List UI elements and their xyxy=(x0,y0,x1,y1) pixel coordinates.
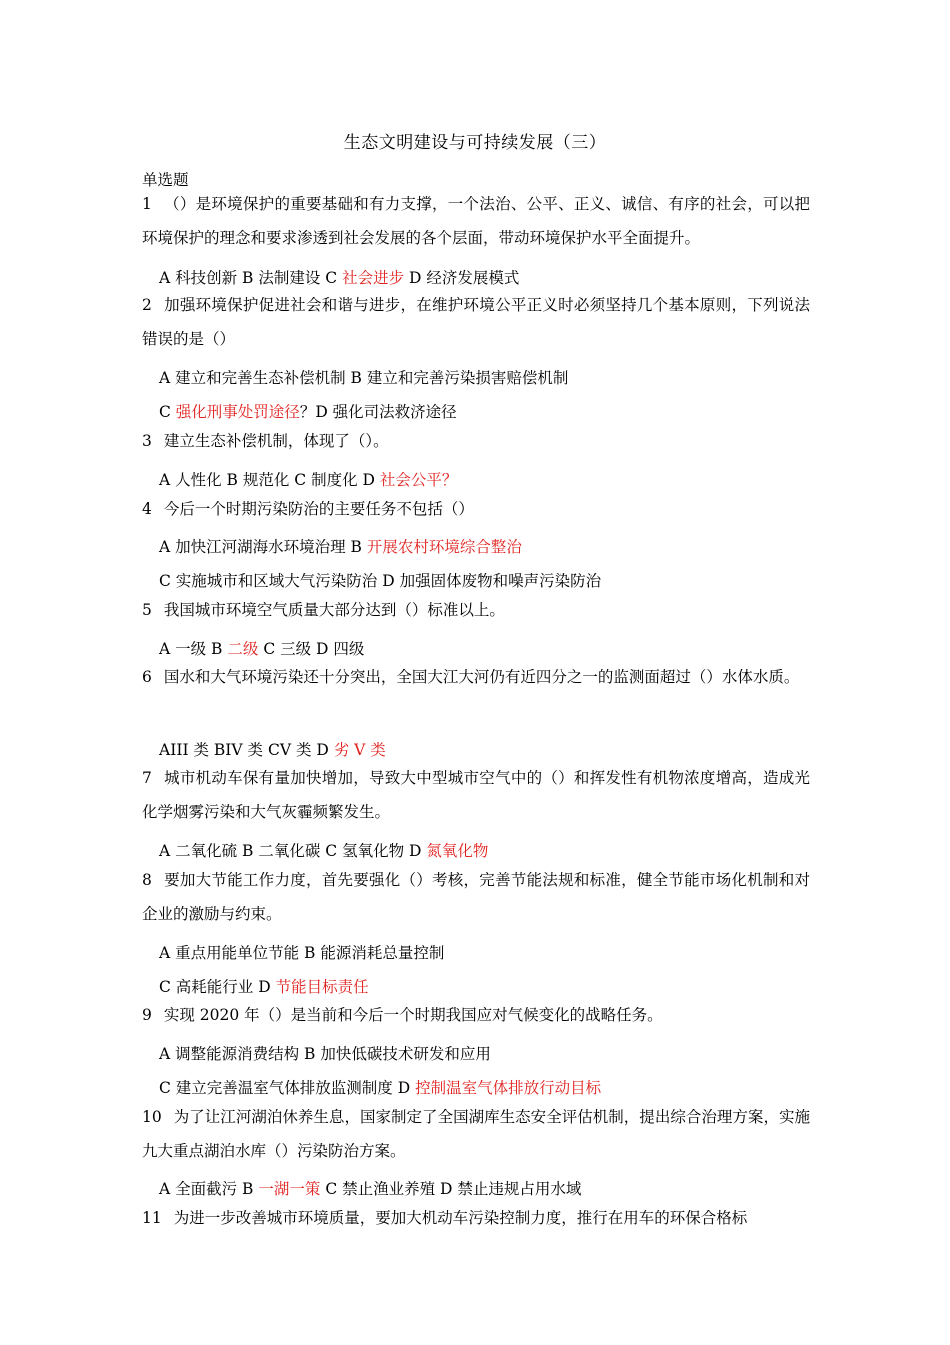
question-text: 为进一步改善城市环境质量，要加大机动车污染控制力度，推行在用车的环保合格标 xyxy=(173,1209,748,1227)
correct-answer: 劣 V 类 xyxy=(333,741,386,759)
options-line xyxy=(159,975,369,997)
question-number: 5 xyxy=(142,601,152,619)
correct-answer: 节能目标责任 xyxy=(275,978,369,996)
question-3 xyxy=(142,425,810,459)
option-text: ？D 强化司法救济途径 xyxy=(299,403,457,421)
option-text: A 全面截污 B xyxy=(159,1180,259,1198)
option-text: C xyxy=(159,403,176,421)
options-line xyxy=(159,535,522,557)
question-number: 4 xyxy=(142,500,152,518)
option-text: A 科技创新 B 法制建设 C xyxy=(159,269,343,287)
option-text: A 二氧化硫 B 二氧化碳 C 氢氧化物 D xyxy=(159,842,427,860)
options-line xyxy=(159,839,488,861)
question-number: 8 xyxy=(142,871,152,889)
question-7 xyxy=(142,762,810,829)
question-number: 10 xyxy=(142,1108,162,1126)
options-line xyxy=(159,468,457,490)
options-line xyxy=(159,1042,491,1064)
question-8 xyxy=(142,864,810,931)
question-text: 国水和大气环境污染还十分突出，全国大江大河仍有近四分之一的监测面超过（）水体水质。 xyxy=(163,668,800,686)
option-text: A 建立和完善生态补偿机制 B 建立和完善污染损害赔偿机制 xyxy=(159,369,569,387)
question-text: 城市机动车保有量加快增加，导致大中型城市空气中的（）和挥发性有机物浓度增高，造成光化学烟雾污染和大气灰霾频繁发生。 xyxy=(142,769,810,821)
option-text: A 人性化 B 规范化 C 制度化 D xyxy=(159,471,380,489)
options-line xyxy=(159,637,364,659)
question-text: 我国城市环境空气质量大部分达到（）标准以上。 xyxy=(163,601,505,619)
question-4 xyxy=(142,493,810,527)
question-number: 1 xyxy=(142,195,152,213)
option-text: A 重点用能单位节能 B 能源消耗总量控制 xyxy=(159,944,445,962)
correct-answer: 社会进步 xyxy=(342,269,405,287)
question-2 xyxy=(142,289,810,356)
question-text: 加强环境保护促进社会和谐与进步，在维护环境公平正义时必须坚持几个基本原则，下列说法错误的是（） xyxy=(142,296,810,348)
question-1 xyxy=(142,188,810,255)
correct-answer: 一湖一策 xyxy=(258,1180,321,1198)
correct-answer: 开展农村环境综合整治 xyxy=(366,538,522,556)
question-text: 要加大节能工作力度，首先要强化（）考核，完善节能法规和标准，健全节能市场化机制和对企业的激励与约束。 xyxy=(142,871,810,923)
question-text: （）是环境保护的重要基础和有力支撑，一个法治、公平、正义、诚信、有序的社会，可以把环境保护的理念和要求渗透到社会发展的各个层面，带动环境保护水平全面提升。 xyxy=(142,195,810,247)
section-heading: 单选题 xyxy=(142,171,189,189)
options-line xyxy=(159,569,601,591)
question-5 xyxy=(142,594,810,628)
options-line xyxy=(159,1076,601,1098)
option-text: A 调整能源消费结构 B 加快低碳技术研发和应用 xyxy=(159,1045,491,1063)
option-text: AIII 类 BIV 类 CV 类 D xyxy=(159,741,334,759)
options-line xyxy=(159,941,444,963)
option-text: C 建立完善温室气体排放监测制度 D xyxy=(159,1079,416,1097)
options-line xyxy=(159,400,457,422)
options-line xyxy=(159,738,386,760)
question-number: 9 xyxy=(142,1006,152,1024)
question-number: 7 xyxy=(142,769,152,787)
question-number: 6 xyxy=(142,668,152,686)
correct-answer: 氮氧化物 xyxy=(426,842,489,860)
question-10 xyxy=(142,1101,810,1168)
options-line xyxy=(159,366,568,388)
option-text: C 禁止渔业养殖 D 禁止违规占用水域 xyxy=(320,1180,582,1198)
option-text: A 一级 B xyxy=(159,640,228,658)
option-text: A 加快江河湖海水环境治理 B xyxy=(159,538,367,556)
option-text: D 经济发展模式 xyxy=(404,269,520,287)
correct-answer: 控制温室气体排放行动目标 xyxy=(415,1079,602,1097)
question-number: 11 xyxy=(142,1209,162,1227)
question-text: 实现 2020 年（）是当前和今后一个时期我国应对气候变化的战略任务。 xyxy=(163,1006,663,1024)
question-9 xyxy=(142,999,810,1033)
correct-answer: 二级 xyxy=(227,640,259,658)
page-title: 生态文明建设与可持续发展（三） xyxy=(343,133,607,153)
options-line xyxy=(159,1177,581,1199)
options-line xyxy=(159,266,519,288)
question-6 xyxy=(142,661,810,695)
option-text: C 实施城市和区域大气污染防治 D 加强固体废物和噪声污染防治 xyxy=(159,572,602,590)
question-number: 3 xyxy=(142,432,152,450)
correct-answer: 强化刑事处罚途径 xyxy=(175,403,300,421)
question-text: 建立生态补偿机制，体现了（）。 xyxy=(163,432,389,450)
question-text: 今后一个时期污染防治的主要任务不包括（） xyxy=(163,500,474,518)
option-text: C 三级 D 四级 xyxy=(258,640,365,658)
question-number: 2 xyxy=(142,296,152,314)
correct-answer: 社会公平？ xyxy=(379,471,458,489)
question-text: 为了让江河湖泊休养生息，国家制定了全国湖库生态安全评估机制，提出综合治理方案，实施九大重点湖泊水库（）污染防治方案。 xyxy=(142,1108,810,1160)
question-11 xyxy=(142,1202,810,1236)
option-text: C 高耗能行业 D xyxy=(159,978,276,996)
